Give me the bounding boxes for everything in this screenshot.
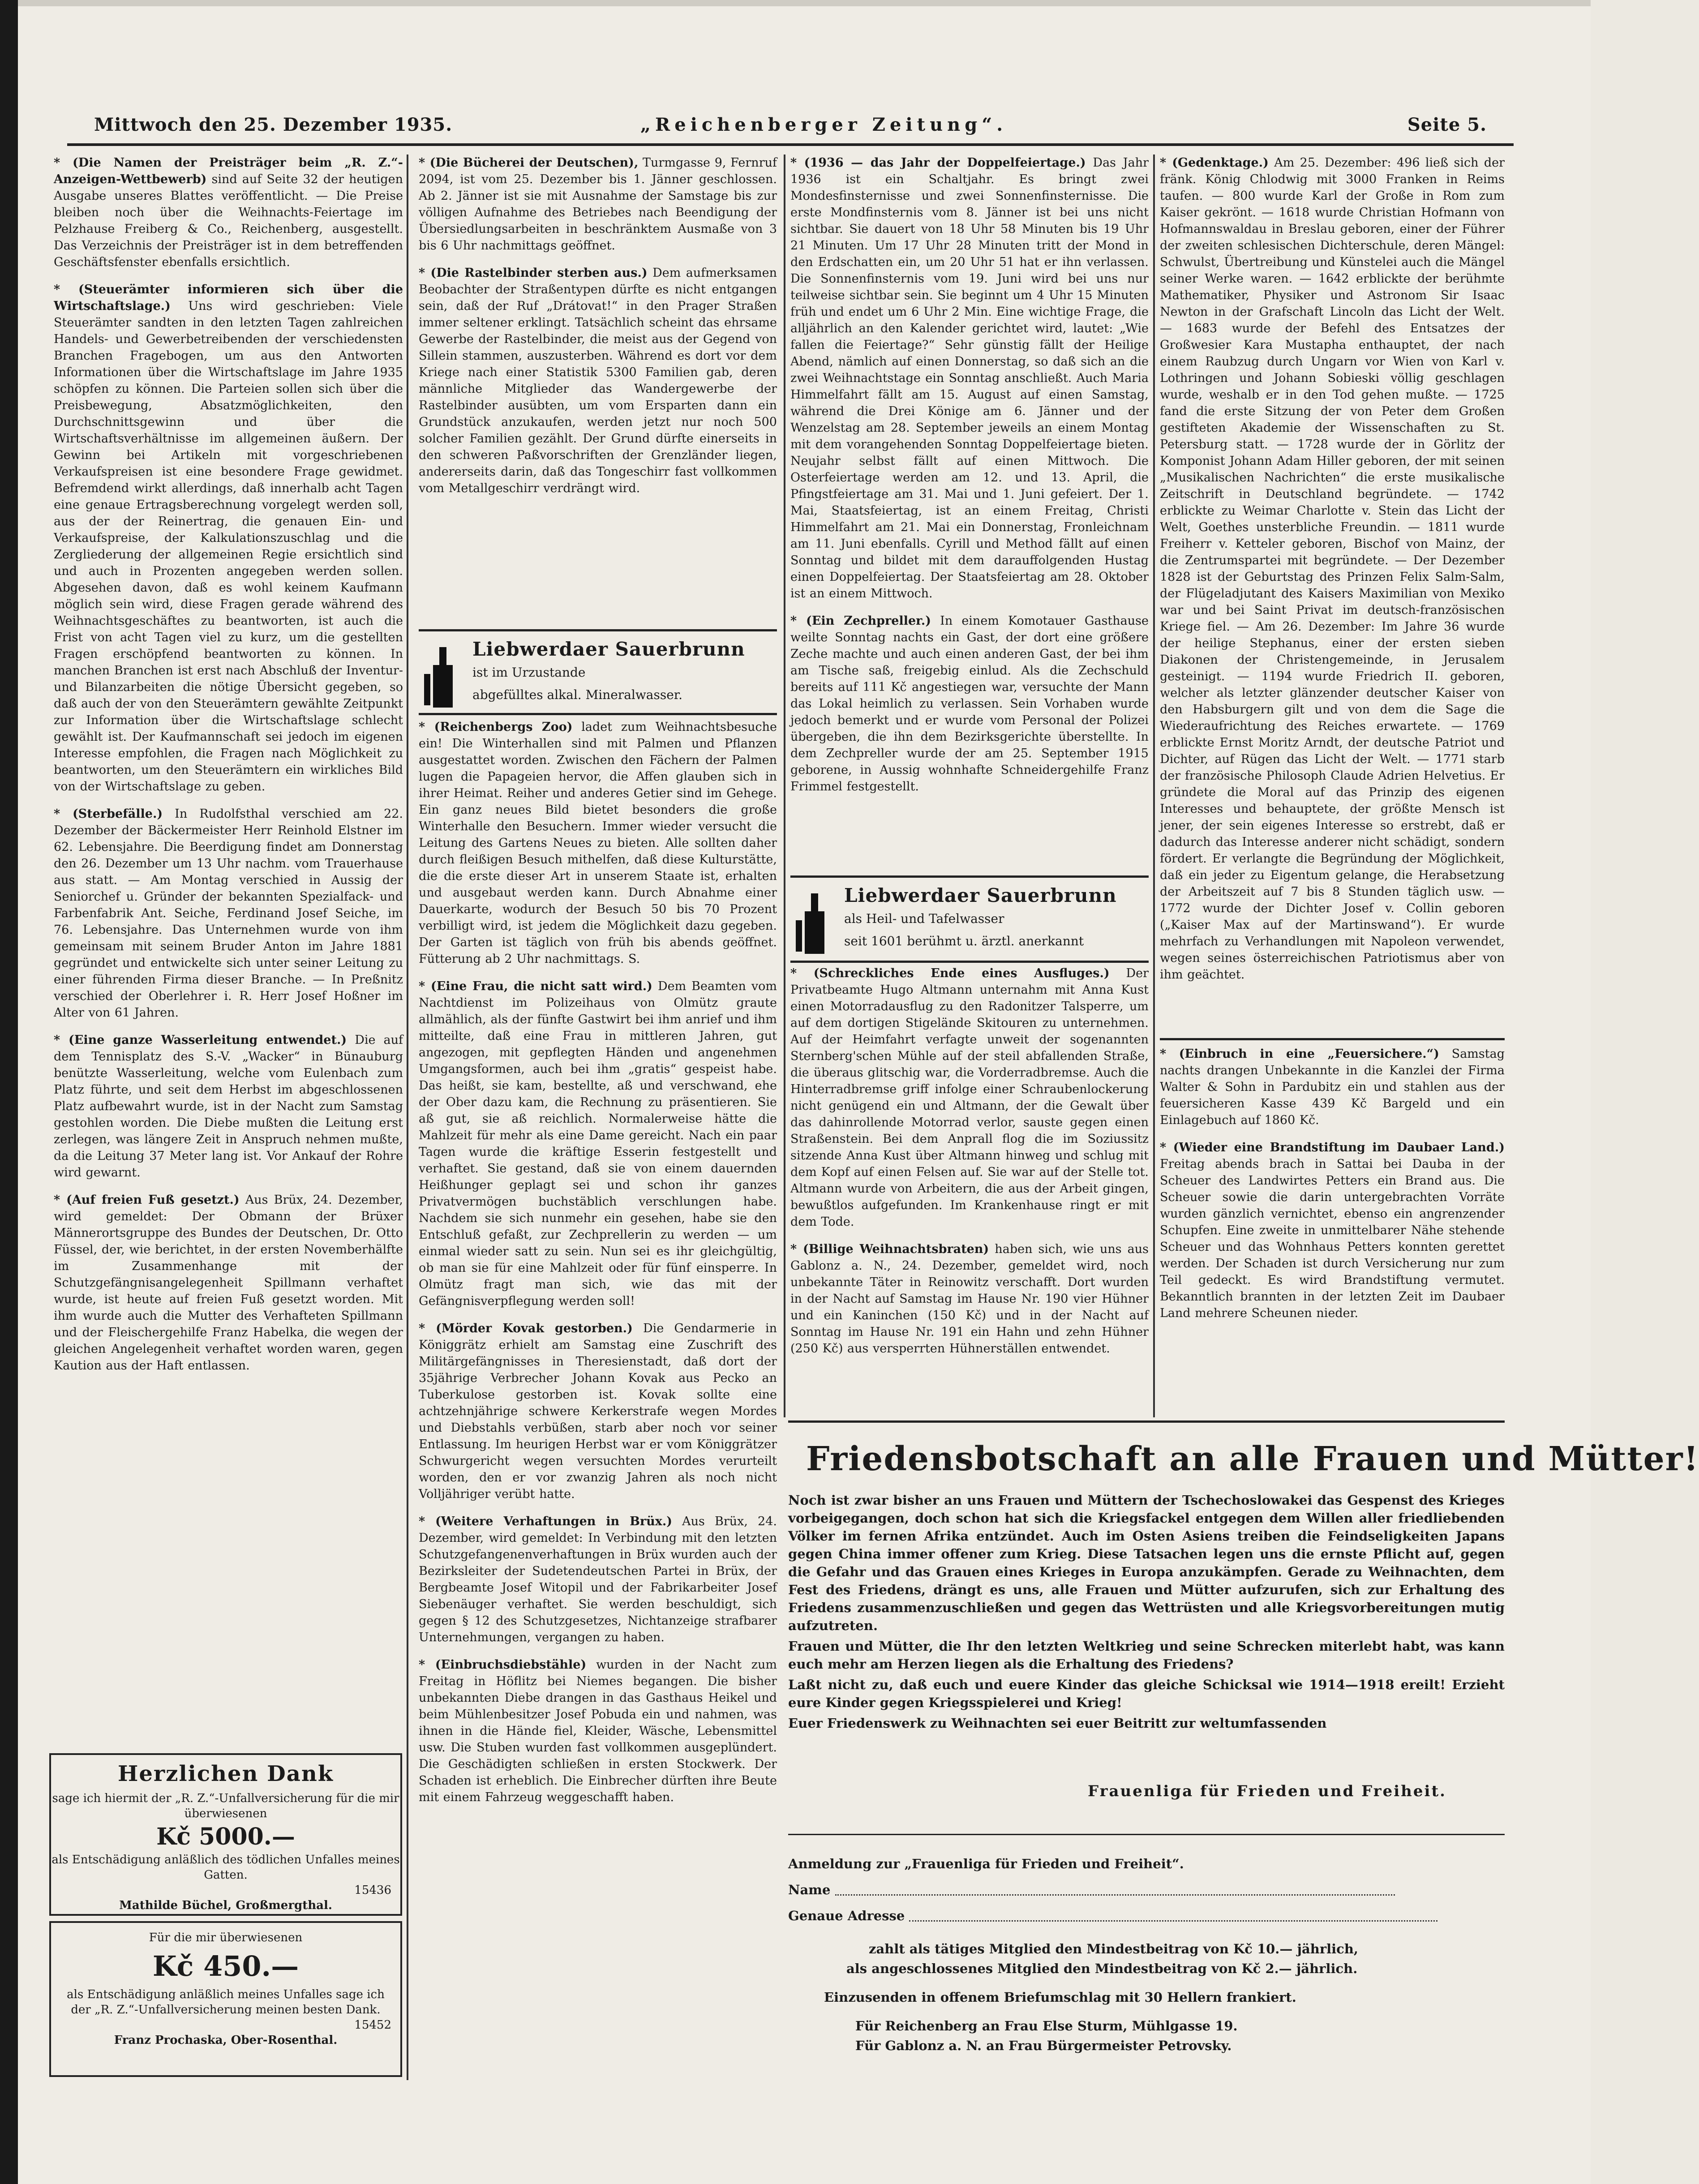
article <box>54 154 403 270</box>
article-text: Der Privatbeamte Hugo Altmann unternahm mit Anna Kust einen Motorradausflug zu den Radonitzer Talsperre, um auf dem dortigen Stigelände Skitouren zu unternehmen. Auf der Heimfahrt verfagte unweit der sogenannten Sternberg'schen Mühle auf der steil abfallenden Straße, die überaus glitschig war, die Vorderradbremse. Auch die Hinterradbremse griff infolge einer Schraubenlockerung nicht genügend ein und Altmann, der die Gewalt über das dahinrollende Motorrad verlor, sauste gegen einen Straßenstein. Bei dem Anprall flog die im Soziussitz sitzende Anna Kust über Altmann hinweg und schlug mit dem Kopf auf einen Felsen auf. Sie war auf der Stelle tot. Altmann wurde von Arbeitern, die aus der Arbeit gingen, bewußtlos aufgefunden. Im Krankenhause ringt er mit dem Tode. <box>790 966 1149 1229</box>
article-text: Dem Beamten vom Nachtdienst im Polizeihaus von Olmütz graute allmählich, als der fünfte Gastwirt bei ihm anrief und ihm mitteilte, daß eine Frau in mittleren Jahren, gut angezogen, mit gepflegten Händen und angenehmen Umgangsformen, auch bei ihm „gratis“ gespeist habe. Das heißt, sie kam, bestellte, aß und verschwand, ehe der Ober dazu kam, die Rechnung zu präsentieren. Sie aß gut, sie aß reichlich. Normalerweise hätte die Mahlzeit für mehr als eine Dame gereicht. Nach ein paar Tagen wurde die kräftige Esserin festgestellt und verhaftet. Sie gestand, daß sie von einem dauernden Heißhunger geplagt sei und schon ihr ganzes Privatvermögen buchstäblich verschlungen habe. Nachdem sie sich nunmehr ein gesehen, habe sie den Entschluß gefaßt, zur Zechprellerin zu werden — um einmal wieder satt zu sein. Nun sei es ihr gleichgültig, ob man sie für eine Mahlzeit oder für fünf einsperre. In Olmütz fragt man sich, wie das mit der Gefängnisverpflegung werden soll! <box>419 979 777 1308</box>
ad-liebwerdaer-2 <box>790 880 1149 958</box>
article-text: Dem aufmerksamen Beobachter der Straßentypen dürfte es nicht entgangen sein, daß der Ruf „Drátovat!“ in den Prager Straßen immer seltener erklingt. Tatsächlich scheint das ehrsame Gewerbe der Rastelbinder, die meist aus der Gegend von Sillein stammen, auszusterben. Während es dort vor dem Kriege nach einer Statistik 5300 Familien gab, deren männliche Mitglieder das Wandergewerbe der Rastelbinder ausübten, um vom Ersparten dann ein Grundstück anzukaufen, werden jetzt nur noch 500 solcher Familien gezählt. Der Grund dürfte einerseits in den schweren Paßvorschriften der Grenzländer liegen, andererseits darin, daß das Tongeschirr fast vollkommen vom Metallgeschirr verdrängt wird. <box>419 266 777 495</box>
peace-appeal-signature: Frauenliga für Frieden und Freiheit. <box>1088 1782 1446 1800</box>
article-lead: * (1936 — das Jahr der Doppelfeiertage.) <box>790 156 1086 170</box>
form-address-row <box>788 1906 1487 1926</box>
article <box>419 154 777 254</box>
article-lead: * (Die Bücherei der Deutschen), <box>419 156 639 170</box>
thanks-amount: Kč 5000.— <box>156 1823 295 1850</box>
ad-text: seit 1601 berühmt u. ärztl. anerkannt <box>844 934 1084 948</box>
article-lead: * (Gedenktage.) <box>1160 156 1269 170</box>
form-fee-2: als angeschlossenes Mitglied den Mindestbeitrag von Kč 2.— jährlich. <box>846 1961 1358 1976</box>
ad-rule <box>790 961 1149 963</box>
form-send-instruction: Einzusenden in offenem Briefumschlag mit 30 Hellern frankiert. <box>824 1990 1296 2005</box>
article-lead: * (Wieder eine Brandstiftung im Daubaer Land.) <box>1160 1141 1505 1154</box>
peace-paragraph: Noch ist zwar bisher an uns Frauen und Müttern der Tschechoslowakei das Gespenst des Krieges vorbeigegangen, doch schon hat sich die Kriegsfackel entgegen dem Willen aller friedliebenden Völker im fernen Afrika entzündet. Auch im Osten Asiens treiben die Feindseligkeiten Japans gegen China immer offener zum Krieg. Diese Tatsachen legen uns die ernste Pflicht auf, gegen die Gefahr und das Grauen eines Krieges in Europa anzukämpfen. Gerade zu Weihnachten, dem Fest des Friedens, drängt es uns, alle Frauen und Mütter aufzurufen, sich zur Erhaltung des Friedens zusammenzuschließen und gegen das Wettrüsten und alle Kriegsvorbereitungen mutig aufzutreten. <box>788 1493 1505 1633</box>
article-text: Die auf dem Tennisplatz des S.-V. „Wacker“ in Bünauburg benützte Wasserleitung, welche vom Eulenbach zum Platz führte, und seit dem Herbst im abgeschlossenen Platz aufbewahrt wurde, ist in der Nacht zum Samstag gestohlen worden. Die Diebe mußten die Leitung erst zerlegen, was längere Zeit in Anspruch nehmen mußte, da die Leitung 37 Meter lang ist. Vor Ankauf der Rohre wird gewarnt. <box>54 1033 403 1180</box>
article-lead: * (Ein Zechpreller.) <box>790 614 931 628</box>
article-text: Freitag abends brach in Sattai bei Dauba in der Scheuer des Landwirtes Petters ein Brand aus. Die Scheuer sowie die darin untergebrachten Vorräte wurden gänzlich vernichtet, ebenso ein angrenzender Schupfen. Eine zweite in unmittelbarer Nähe stehende Scheuer und das Wohnhaus Petters konnten gerettet werden. Der Schaden ist durch Versicherung nur zum Teil gedeckt. Es wird Brandstiftung vermutet. Bekanntlich brannten in der letzten Zeit im Daubaer Land mehrere Scheunen nieder. <box>1160 1157 1505 1320</box>
ad-rule <box>419 629 777 631</box>
column-1 <box>54 154 403 1740</box>
article <box>1160 1139 1505 1322</box>
ad-text: ist im Urzustande <box>472 665 586 680</box>
form-address-label: Genaue Adresse <box>788 1908 905 1923</box>
article <box>790 965 1149 1230</box>
article-text: haben sich, wie uns aus Gablonz a. N., 24. Dezember, gemeldet wird, noch unbekannte Täter in Reinowitz verschafft. Dort wurden in der Nacht auf Samstag im Hause Nr. 190 vier Hühner und ein Kaninchen (150 Kč) und in der Nacht auf Sonntag im Hause Nr. 191 ein Hahn und zehn Hühner (250 Kč) aus versperrten Hühnerställen entwendet. <box>790 1242 1149 1356</box>
thanks-text: sage ich hiermit der „R. Z.“-Unfallversicherung für die mir überwiesenen <box>52 1792 399 1820</box>
thanks-text: Für die mir überwiesenen <box>149 1931 303 1944</box>
bottle-icon <box>795 889 835 956</box>
form-heading: Anmeldung zur „Frauenliga für Frieden und Freiheit“. <box>788 1856 1184 1871</box>
article-lead: * (Billige Weihnachtsbraten) <box>790 1242 989 1256</box>
column-4-bottom <box>1160 1046 1505 1413</box>
thanks-number: 15436 <box>354 1884 391 1897</box>
article <box>54 281 403 795</box>
article-text: Turmgasse 9, Fernruf 2094, ist vom 25. Dezember bis 1. Jänner geschlossen. Ab 2. Jänner ist sie mit Ausnahme der Samstage bis zur völligen Aufnahme des Betriebes nach Beendigung der Übersiedlungsarbeiten in beschränktem Ausmaße von 3 bis 6 Uhr nachmittags geöffnet. <box>419 156 777 253</box>
ad-rule <box>790 875 1149 878</box>
column-rule <box>407 154 408 2080</box>
section-rule <box>788 1420 1505 1423</box>
article-lead: * (Mörder Kovak gestorben.) <box>419 1322 633 1335</box>
thanks-amount: Kč 450.— <box>152 1950 299 1982</box>
thanks-notice-2 <box>49 1921 402 2077</box>
thanks-notice-1 <box>49 1753 402 1916</box>
article-text: Am 25. Dezember: 496 ließ sich der fränk. König Chlodwig mit 3000 Franken in Reims taufen. — 800 wurde Karl der Große in Rom zum Kaiser gekrönt. — 1618 wurde Christian Hofmann von Hofmannswaldau in Breslau geboren, einer der Führer der zweiten schlesischen Dichterschule, deren Mängel: Schwulst, Übertreibung und Künstelei auch die Mängel seiner Werke waren. — 1642 erblickte der berühmte Mathematiker, Physiker und Astronom Sir Isaac Newton in der Grafschaft Lincoln das Licht der Welt. — 1683 wurde der Befehl des Entsatzes der Großwesier Kara Mustapha enthauptet, der nach einem Raubzug durch Ungarn vor Wien von Karl v. Lothringen und Johann Sobieski völlig geschlagen wurde, weshalb er in den Tod gehen mußte. — 1725 fand die erste Sitzung der von Peter dem Großen gestifteten Akademie der Wissenschaften zu St. Petersburg statt. — 1728 wurde der in Görlitz der Komponist Johann Adam Hiller geboren, der mit seinen „Musikalischen Nachrichten“ die erste musikalische Zeitschrift in Deutschland begründete. — 1742 erblickte zu Weimar Charlotte v. Stein das Licht der Welt, Goethes unsterbliche Freundin. — 1811 wurde Freiherr v. Ketteler geboren, Bischof von Mainz, der die Zentrumspartei mit begründete. — Der Dezember 1828 ist der Geburtstag des Prinzen Felix Salm-Salm, der Flügeladjutant des Kaisers Maximilian von Mexiko war und bei Saint Privat im deutsch-französischen Kriege fiel. — Am 26. Dezember: Im Jahre 36 wurde der heilige Stephanus, einer der ersten sieben Diakonen der Christengemeinde, in Jerusalem gesteinigt. — 1194 wurde Friedrich II. geboren, welcher als letzter glänzender deutscher Kaiser von den Habsburgern gilt und von dem die Sage die Wiederaufrichtung des Reiches erwartete. — 1769 erblickte Ernst Moritz Arndt, der deutsche Patriot und Dichter, auf Rügen das Licht der Welt. — 1771 starb der französische Philosoph Claude Adrien Helvetius. Er gründete die Moral auf das Prinzip des eigenen Interesses und behauptete, der größte Mensch ist jener, der sein eigenes Interesse so erstrebt, daß er dadurch das Interesse anderer nicht schädigt, sondern fördert. Er verlangte die Begründung der Möglichkeit, daß ein jeder zu Eigentum gelange, die Herabsetzung der Arbeitszeit auf 7 bis 8 Stunden täglich usw. — 1772 wurde der Dichter Josef v. Collin geboren („Kaiser Max auf der Martinswand“). Er wurde mehrfach zu Verhandlungen mit Napoleon verwendet, wegen seines österreichischen Patriotismus aber von ihm geächtet. <box>1160 156 1505 982</box>
header-date: Mittwoch den 25. Dezember 1935. <box>94 114 453 135</box>
peace-paragraph: Frauen und Mütter, die Ihr den letzten Weltkrieg und seine Schrecken miterlebt habt, was kann euch mehr am Herzen liegen als die Erhaltung des Friedens? <box>788 1639 1505 1672</box>
article-text: sind auf Seite 32 der heutigen Ausgabe unseres Blattes veröffentlicht. — Die Preise bleiben noch über die Weihnachts-Feiertage im Pelzhause Freiberg & Co., Reichenberg, ausgestellt. Das Verzeichnis der Preisträger ist in dem betreffenden Geschäftsfenster ebenfalls ersichtlich. <box>54 172 403 269</box>
form-address-reichenberg: Für Reichenberg an Frau Else Sturm, Mühlgasse 19. <box>855 2018 1238 2034</box>
ad-rule <box>419 713 777 715</box>
thanks-text: als Entschädigung anläßlich meines Unfalles sage ich der „R. Z.“-Unfallversicherung meinen besten Dank. <box>67 1988 385 2017</box>
form-name-row <box>788 1880 1487 1900</box>
article-text: Samstag nachts drangen Unbekannte in die Kanzlei der Firma Walter & Sohn in Pardubitz ein und stahlen aus der feuersicheren Kasse 439 Kč Bargeld und ein Einlagebuch auf 1860 Kč. <box>1160 1047 1505 1127</box>
article-lead: * (Auf freien Fuß gesetzt.) <box>54 1193 240 1207</box>
page-header <box>67 114 1487 141</box>
article-text: Die Gendarmerie in Königgrätz erhielt am Samstag eine Zuschrift des Militärgefängnisses in Theresienstadt, daß dort der 35jährige Verbrecher Johann Kovak aus Pecko an Tuberkulose gestorben ist. Kovak sollte eine achtzehnjährige schwere Kerkerstrafe wegen Mordes und Diebstahls verbüßen, starb aber noch vor seiner Entlassung. Im heurigen Herbst war er vom Königgrätzer Schwurgericht wegen versuchten Mordes verurteilt worden, den er vor zwanzig Jahren als noch nicht Volljähriger verübt hatte. <box>419 1322 777 1501</box>
article-text: wurden in der Nacht zum Freitag in Höflitz bei Niemes begangen. Die bisher unbekannten Diebe drangen in das Gasthaus Heikel und beim Mühlenbesitzer Josef Pobuda ein und nahmen, was ihnen in die Hände fiel, Kleider, Wäsche, Lebensmittel usw. Die Stuben wurden fast vollkommen ausgeplündert. Die Geschädigten schließen in ersten Stockwerk. Der Schaden ist erheblich. Die Einbrecher dürften ihre Beute mit einem Fahrzeug weggeschafft haben. <box>419 1658 777 1804</box>
column-2-bottom <box>419 719 777 2076</box>
article-lead: * (Eine ganze Wasserleitung entwendet.) <box>54 1033 347 1047</box>
form-address-field[interactable] <box>909 1912 1437 1922</box>
section-rule <box>788 1834 1505 1835</box>
article <box>54 1032 403 1181</box>
thanks-number: 15452 <box>354 2018 391 2032</box>
article-lead: * (Reichenbergs Zoo) <box>419 720 573 734</box>
article-text: Das Jahr 1936 ist ein Schaltjahr. Es bringt zwei Mondesfinsternisse und zwei Sonnenfinsternisse. Die erste Mondfinsternis vom 8. Jänner ist bei uns nicht sichtbar. Sie dauert von 18 Uhr 58 Minuten bis 19 Uhr 21 Minuten. Um 17 Uhr 28 Minuten tritt der Mond in den Erdschatten ein, um 20 Uhr 51 hat er ihn verlassen. Die Sonnenfinsternis vom 19. Juni wird bei uns nur teilweise sichtbar sein. Sie beginnt um 4 Uhr 15 Minuten früh und endet um 6 Uhr 2 Min. Eine wichtige Frage, die alljährlich an den Kalender gerichtet wird, lautet: „Wie fallen die Feiertage?“ Sehr günstig fällt der Heilige Abend, nämlich auf einen Donnerstag, so daß sich an die zwei Weihnachtstage ein Sonntag anschließt. Auch Maria Himmelfahrt fällt am 15. August auf einen Samstag, während die Drei Könige am 6. Jänner und der Wenzelstag am 28. September jeweils an einem Montag mit dem vorangehenden Sonntag Doppelfeiertage bieten. Neujahr selbst fällt auf einen Mittwoch. Die Osterfeiertage werden am 12. und 13. April, die Pfingstfeiertage am 31. Mai und 1. Juni gefeiert. Der 1. Mai, Staatsfeiertag, ist an einem Freitag, Christi Himmelfahrt am 21. Mai ein Donnerstag, Fronleichnam am 11. Juni ebenfalls. Cyrill und Method fällt auf einen Sonntag und bildet mit dem darauffolgenden Hustag einen Doppelfeiertag. Der Staatsfeiertag am 28. Oktober ist an einem Mittwoch. <box>790 156 1149 601</box>
article-text: Aus Brüx, 24. Dezember, wird gemeldet: In Verbindung mit den letzten Schutzgefangenenverhaftungen in Brüx wurden auch der Bezirksleiter der Sudetendeutschen Partei in Brüx, der Bergbeamte Josef Witopil und der Fabrikarbeiter Josef Siebenäuger verhaftet. Sie werden beschuldigt, sich gegen § 12 des Schutzgesetzes, Nichtanzeige strafbarer Unternehmungen, vergangen zu haben. <box>419 1515 777 1644</box>
article <box>419 265 777 497</box>
article <box>419 1320 777 1502</box>
article-lead: * (Steuerämter informieren sich über die Wirtschaftslage.) <box>54 283 403 313</box>
article <box>419 1656 777 1806</box>
membership-form <box>788 1854 1487 2055</box>
article-lead: * (Einbruch in eine „Feuersichere.“) <box>1160 1047 1439 1061</box>
peace-appeal-body <box>788 1491 1505 1732</box>
column-3-top <box>790 154 1149 871</box>
ad-liebwerdaer-1 <box>419 634 777 710</box>
header-paper-name: „Reichenberger Zeitung“. <box>640 114 1008 135</box>
article <box>54 806 403 1021</box>
peace-paragraph: Laßt nicht zu, daß euch und euere Kinder das gleiche Schicksal wie 1914—1918 ereilt! Erzieht eure Kinder gegen Kriegsspielerei und Krieg! <box>788 1677 1505 1710</box>
article-lead: * (Weitere Verhaftungen in Brüx.) <box>419 1515 673 1528</box>
column-3-bottom <box>790 965 1149 1415</box>
column-2-top <box>419 154 777 622</box>
peace-paragraph: Euer Friedenswerk zu Weihnachten sei euer Beitritt zur weltumfassenden <box>788 1716 1327 1731</box>
peace-appeal-title: Friedensbotschaft an alle Frauen und Mütter! <box>806 1440 1699 1478</box>
form-name-field[interactable] <box>835 1886 1395 1896</box>
scan-edge-left <box>0 0 18 2184</box>
article <box>54 1192 403 1374</box>
ad-title: Liebwerdaer Sauerbrunn <box>844 884 1117 906</box>
article <box>790 613 1149 795</box>
scan-edge-top <box>0 0 1591 6</box>
header-page-number: Seite 5. <box>1407 114 1487 135</box>
column-rule <box>784 154 785 1417</box>
ad-text: als Heil- und Tafelwasser <box>844 911 1004 926</box>
section-rule <box>1160 1038 1505 1040</box>
article <box>419 978 777 1309</box>
form-fee-1: zahlt als tätiges Mitglied den Mindestbeitrag von Kč 10.— jährlich, <box>869 1941 1359 1957</box>
article-lead: * (Schreckliches Ende eines Ausfluges.) <box>790 966 1110 980</box>
article-text: ladet zum Weihnachtsbesuche ein! Die Winterhallen sind mit Palmen und Pflanzen ausgestattet worden. Zwischen den Fächern der Palmen lugen die Papageien hervor, die Affen glauben sich in ihrer Heimat. Reiher und anderes Getier sind im Gehege. Ein ganz neues Bild bietet besonders die große Winterhalle den Besuchern. Immer wieder versucht die Leitung des Gartens Neues zu bieten. Alle sollten daher durch fleißigen Besuch mithelfen, daß diese Kulturstätte, die die erste dieser Art in unserem Staate ist, erhalten und ausgebaut werden kann. Durch Abnahme einer Dauerkarte, wodurch der Besuch 50 bis 70 Prozent verbilligt wird, ist jedem die Möglichkeit dazu gegeben. Der Garten ist täglich von früh bis abends geöffnet. Fütterung ab 2 Uhr nachmittags. S. <box>419 720 777 966</box>
thanks-signature: Mathilde Büchel, Großmergthal. <box>119 1899 332 1912</box>
form-name-label: Name <box>788 1882 831 1897</box>
article <box>419 1513 777 1646</box>
ad-title: Liebwerdaer Sauerbrunn <box>472 638 745 660</box>
thanks-signature: Franz Prochaska, Ober-Rosenthal. <box>114 2034 338 2047</box>
header-rule <box>67 143 1514 146</box>
article-lead: * (Die Namen der Preisträger beim „R. Z.“-Anzeigen-Wettbewerb) <box>54 156 403 186</box>
thanks-title: Herzlichen Dank <box>117 1761 334 1786</box>
article <box>1160 1046 1505 1128</box>
column-rule <box>1153 154 1155 1417</box>
ad-text: abgefülltes alkal. Mineralwasser. <box>472 687 683 702</box>
article <box>790 1241 1149 1357</box>
article <box>1160 154 1505 983</box>
article-text: Aus Brüx, 24. Dezember, wird gemeldet: Der Obmann der Brüxer Männerortsgruppe des Bundes der Deutschen, Dr. Otto Füssel, der, wie berichtet, in der ersten Novemberhälfte im Zusammenhange mit der Schutzgefängnisangelegenheit Spillmann verhaftet wurde, ist heute auf freien Fuß gesetzt worden. Mit ihm wurde auch die Mutter des Verhafteten Spillmann und der Fleischergehilfe Franz Habelka, die wegen der gleichen Angelegenheit verhaftet worden waren, gegen Kaution aus der Haft entlassen. <box>54 1193 403 1373</box>
form-address-gablonz: Für Gablonz a. N. an Frau Bürgermeister Petrovsky. <box>855 2038 1232 2053</box>
article-text: Uns wird geschrieben: Viele Steuerämter sandten in den letzten Tagen zahlreichen Handels- und Gewerbetreibenden der verschiedensten Branchen Fragebogen, um aus den Antworten Informationen über die Wirtschaftslage im Jahre 1935 schöpfen zu können. Die Parteien sollen sich über die Preisbewegung, Absatzmöglichkeiten, den Durchschnittsgewinn und über die Wirtschaftsverhältnisse im allgemeinen äußern. Der Gewinn bei Artikeln mit vorgeschriebenen Verkaufspreisen ist eine besondere Frage gewidmet. Befremdend wirkt allerdings, daß innerhalb acht Tagen eine genaue Ertragsberechnung vorgelegt werden soll, aus der der Reinertrag, die genauen Ein- und Verkaufspreise, der Kalkulationszuschlag und die Zergliederung der allgemeinen Regie ersichtlich sind und auch in Prozenten angegeben werden sollen. Abgesehen davon, daß es wohl keinem Kaufmann möglich sein wird, diese Fragen gerade während des Weihnachtsgeschäftes zu beantworten, ist auch die Frist von acht Tagen viel zu kurz, um die gestellten Fragen erschöpfend beantworten zu können. In manchen Branchen ist erst nach Abschluß der Inventur- und Bilanzarbeiten die nötige Übersicht gegeben, so daß auch der von den Steuerämtern gewählte Zeitpunkt zur Information über die Wirtschaftslage schlecht gewählt ist. Der Kaufmannschaft sei jedoch im eigenen Interesse empfohlen, die Fragen nach Möglichkeit zu beantworten, um den Steuerämtern ein wirkliches Bild von der Wirtschaftslage zu geben. <box>54 299 403 794</box>
article-lead: * (Einbruchsdiebstähle) <box>419 1658 587 1672</box>
article-text: In Rudolfsthal verschied am 22. Dezember der Bäckermeister Herr Reinhold Elstner im 62. Lebensjahre. Die Beerdigung findet am Donnerstag den 26. Dezember um 13 Uhr nachm. vom Trauerhause aus statt. — Am Montag verschied in Aussig der Seniorchef u. Gründer der bekannten Spezialfack- und Farbenfabrik Ant. Seiche, Ferdinand Josef Seiche, im 76. Lebensjahre. Das Unternehmen wurde von ihm gemeinsam mit seinem Bruder Anton im Jahre 1881 gegründet und entwickelte sich unter seiner Leitung zu einer führenden Firma dieser Branche. — In Preßnitz verschied der Oberlehrer i. R. Herr Josef Hoßner im Alter von 61 Jahren. <box>54 807 403 1020</box>
bottle-icon <box>423 643 463 710</box>
article-text: In einem Komotauer Gasthause weilte Sonntag nachts ein Gast, der dort eine größere Zeche machte und auch einen anderen Gast, der bei ihm am Tische saß, freigebig einlud. Als die Zechschuld bereits auf 111 Kč angestiegen war, versuchte der Mann das Lokal heimlich zu verlassen. Sein Vorhaben wurde jedoch bemerkt und er wurde vom Personal der Polizei übergeben, die ihn dem Bezirksgerichte überstellte. In dem Zechpreller wurde der am 25. September 1915 geborene, in Aussig wohnhafte Schneidergehilfe Franz Frimmel festgestellt. <box>790 614 1149 794</box>
article-lead: * (Eine Frau, die nicht satt wird.) <box>419 979 652 993</box>
column-4-top <box>1160 154 1505 1030</box>
thanks-text: als Entschädigung anläßlich des tödlichen Unfalles meines Gatten. <box>51 1853 400 1882</box>
article-lead: * (Sterbefälle.) <box>54 807 163 821</box>
article-lead: * (Die Rastelbinder sterben aus.) <box>419 266 648 280</box>
article <box>419 719 777 967</box>
article <box>790 154 1149 602</box>
